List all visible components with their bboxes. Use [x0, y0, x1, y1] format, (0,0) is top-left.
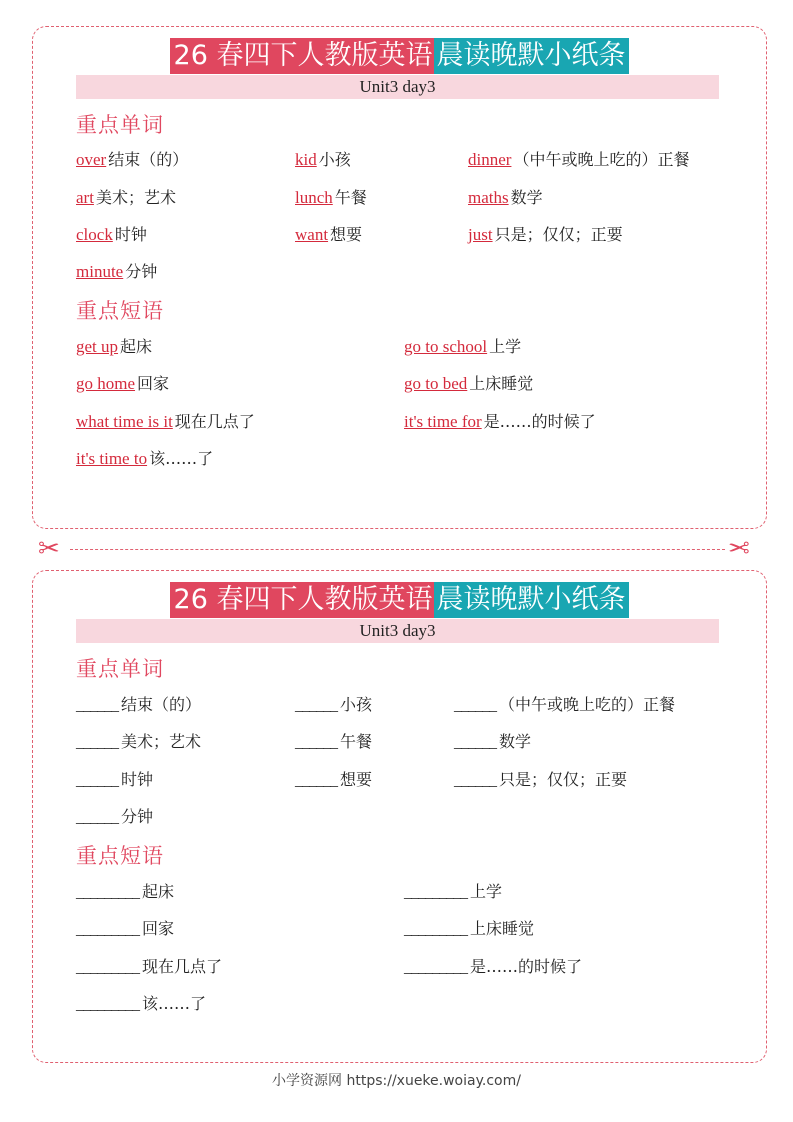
- phrase-item: it's time for 是……的时候了: [404, 412, 596, 431]
- blank-phrase-item: _________ 回家: [76, 919, 175, 938]
- page-title: [170, 38, 630, 74]
- word-item: minute 分钟: [76, 262, 158, 281]
- blank-phrase-item: _________ 上学: [404, 882, 503, 901]
- blank-word-item: ______ 只是；仅仅；正要: [454, 770, 628, 789]
- phrase-item: it's time to 该……了: [76, 449, 214, 468]
- title-wrap: [33, 582, 766, 618]
- blank-word-item: ______ 想要: [295, 770, 373, 789]
- section-phrases-heading: 重点短语: [76, 844, 164, 868]
- page-title: [170, 582, 630, 618]
- word-item: over 结束（的）: [76, 150, 189, 169]
- blank-phrase-item: _________ 起床: [76, 882, 175, 901]
- blank-phrase-item: _________ 现在几点了: [76, 957, 223, 976]
- word-item: maths 数学: [468, 188, 543, 207]
- scissors-icon: ✂: [728, 534, 750, 564]
- phrase-item: get up 起床: [76, 337, 153, 356]
- blank-word-item: ______ （中午或晚上吃的）正餐: [454, 695, 676, 714]
- section-phrases-heading: 重点短语: [76, 299, 164, 323]
- title-part2: 晨读晚默小纸条: [434, 38, 629, 74]
- word-item: want 想要: [295, 225, 363, 244]
- word-item: just 只是；仅仅；正要: [468, 225, 623, 244]
- blank-phrase-item: _________ 上床睡觉: [404, 919, 535, 938]
- title-wrap: [33, 38, 766, 74]
- scissors-icon: ✂: [38, 534, 60, 564]
- blank-phrase-item: _________ 是……的时候了: [404, 957, 583, 976]
- cut-line: [70, 549, 725, 550]
- blank-word-item: ______ 小孩: [295, 695, 373, 714]
- blank-word-item: ______ 数学: [454, 732, 532, 751]
- phrase-item: go home 回家: [76, 374, 170, 393]
- word-item: lunch 午餐: [295, 188, 367, 207]
- phrase-item: what time is it 现在几点了: [76, 412, 255, 431]
- word-item: kid 小孩: [295, 150, 351, 169]
- phrase-item: go to bed 上床睡觉: [404, 374, 534, 393]
- phrase-item: go to school 上学: [404, 337, 522, 356]
- title-part1: 26 春四下人教版英语: [170, 582, 435, 618]
- answer-card: [32, 26, 767, 529]
- blank-word-item: ______ 分钟: [76, 807, 154, 826]
- footer-watermark: 小学资源网 https://xueke.woiay.com/: [272, 1073, 521, 1089]
- title-part1: 26 春四下人教版英语: [170, 38, 435, 74]
- blank-word-item: ______ 午餐: [295, 732, 373, 751]
- word-item: art 美术；艺术: [76, 188, 176, 207]
- blank-phrase-item: _________ 该……了: [76, 994, 207, 1013]
- blank-word-item: ______ 美术；艺术: [76, 732, 202, 751]
- word-item: dinner （中午或晚上吃的）正餐: [468, 150, 690, 169]
- unit-bar: Unit3 day3: [76, 619, 719, 643]
- section-words-heading: 重点单词: [76, 113, 164, 137]
- word-item: clock 时钟: [76, 225, 147, 244]
- title-part2: 晨读晚默小纸条: [434, 582, 629, 618]
- blank-word-item: ______ 结束（的）: [76, 695, 202, 714]
- section-words-heading: 重点单词: [76, 657, 164, 681]
- blank-word-item: ______ 时钟: [76, 770, 154, 789]
- unit-bar: Unit3 day3: [76, 75, 719, 99]
- practice-card: [32, 570, 767, 1063]
